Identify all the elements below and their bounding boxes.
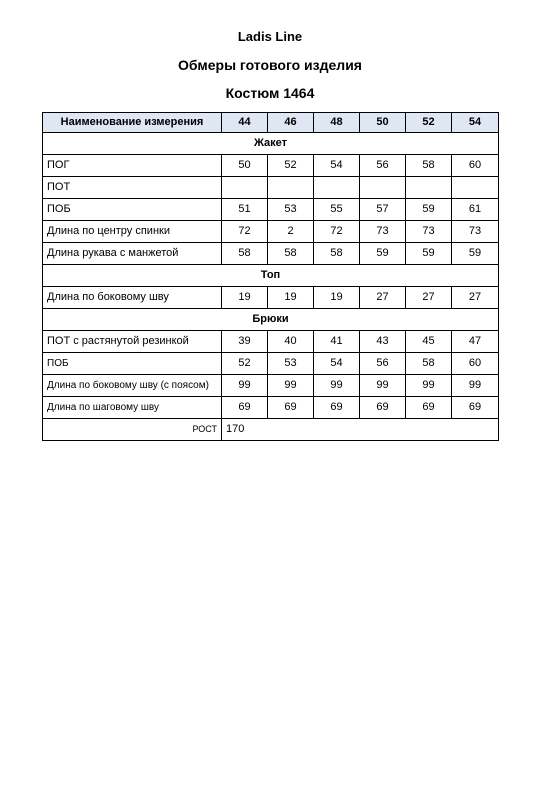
measurement-value: 54	[314, 155, 360, 177]
measurement-value: 69	[360, 397, 406, 419]
measurement-value: 99	[268, 375, 314, 397]
measurement-value: 99	[452, 375, 499, 397]
table-row	[43, 177, 499, 199]
table-row	[43, 221, 499, 243]
table-row	[43, 199, 499, 221]
measurement-value: 69	[268, 397, 314, 419]
table-body	[43, 133, 499, 441]
table-row	[43, 287, 499, 309]
measurement-name: Длина по боковому шву	[43, 287, 222, 309]
section-title: Топ	[43, 265, 499, 287]
column-header: 44	[222, 113, 268, 133]
measurement-value: 58	[314, 243, 360, 265]
measurement-value: 52	[268, 155, 314, 177]
measurement-value: 2	[268, 221, 314, 243]
measurement-value: 39	[222, 331, 268, 353]
column-header: 48	[314, 113, 360, 133]
table-row	[43, 375, 499, 397]
measurement-value: 19	[222, 287, 268, 309]
measurement-value: 59	[360, 243, 406, 265]
height-value: 170	[222, 419, 499, 441]
table-row	[43, 353, 499, 375]
measurement-value: 69	[222, 397, 268, 419]
measurement-value	[452, 177, 499, 199]
measurement-value: 56	[360, 155, 406, 177]
measurement-value: 73	[452, 221, 499, 243]
section-title: Брюки	[43, 309, 499, 331]
column-header: 54	[452, 113, 499, 133]
column-header: 52	[406, 113, 452, 133]
measurement-value: 53	[268, 353, 314, 375]
measurement-value: 58	[406, 353, 452, 375]
table-row	[43, 155, 499, 177]
measurement-value: 69	[452, 397, 499, 419]
measurement-name: ПОБ	[43, 353, 222, 375]
measurement-value: 99	[406, 375, 452, 397]
measurement-value: 58	[222, 243, 268, 265]
measurement-value	[268, 177, 314, 199]
measurement-value: 27	[406, 287, 452, 309]
measurement-value: 72	[222, 221, 268, 243]
measurement-value	[222, 177, 268, 199]
measurement-value: 57	[360, 199, 406, 221]
measurement-value: 59	[452, 243, 499, 265]
measurement-value: 69	[406, 397, 452, 419]
measurement-value: 43	[360, 331, 406, 353]
column-header: 46	[268, 113, 314, 133]
measurement-value: 73	[406, 221, 452, 243]
measurement-value: 99	[360, 375, 406, 397]
height-row	[43, 419, 499, 441]
measurement-value: 40	[268, 331, 314, 353]
measurement-name: Длина по шаговому шву	[43, 397, 222, 419]
measurement-name: ПОТ	[43, 177, 222, 199]
measurement-value: 60	[452, 155, 499, 177]
measurement-name: ПОГ	[43, 155, 222, 177]
column-header: Наименование измерения	[43, 113, 222, 133]
measurement-value: 59	[406, 199, 452, 221]
table-row	[43, 243, 499, 265]
measurement-value: 27	[360, 287, 406, 309]
measurement-value: 51	[222, 199, 268, 221]
measurement-value: 45	[406, 331, 452, 353]
section-row	[43, 265, 499, 287]
measurement-value: 58	[406, 155, 452, 177]
measurement-value: 19	[268, 287, 314, 309]
measurement-value: 69	[314, 397, 360, 419]
measurement-value: 50	[222, 155, 268, 177]
page-subtitle: Обмеры готового изделия	[178, 57, 362, 73]
measurement-value: 52	[222, 353, 268, 375]
measurement-value: 59	[406, 243, 452, 265]
table-row	[43, 397, 499, 419]
measurement-value: 56	[360, 353, 406, 375]
measurement-name: ПОБ	[43, 199, 222, 221]
measurement-name: Длина по боковому шву (с поясом)	[43, 375, 222, 397]
measurement-value: 72	[314, 221, 360, 243]
measurement-value: 55	[314, 199, 360, 221]
height-label: РОСТ	[43, 419, 222, 441]
measurement-value: 99	[222, 375, 268, 397]
product-title: Костюм 1464	[225, 85, 315, 101]
table-row	[43, 331, 499, 353]
section-row	[43, 133, 499, 155]
measurement-value: 60	[452, 353, 499, 375]
table-header-row	[43, 113, 499, 133]
measurement-value	[360, 177, 406, 199]
section-row	[43, 309, 499, 331]
measurement-name: Длина по центру спинки	[43, 221, 222, 243]
measurement-value: 41	[314, 331, 360, 353]
measurement-name: Длина рукава с манжетой	[43, 243, 222, 265]
measurement-value: 58	[268, 243, 314, 265]
measurement-value	[406, 177, 452, 199]
measurement-value: 27	[452, 287, 499, 309]
measurement-value: 99	[314, 375, 360, 397]
measurement-name: ПОТ с растянутой резинкой	[43, 331, 222, 353]
section-title: Жакет	[43, 133, 499, 155]
measurement-value: 54	[314, 353, 360, 375]
measurement-value: 61	[452, 199, 499, 221]
column-header: 50	[360, 113, 406, 133]
measurement-value	[314, 177, 360, 199]
measurement-value: 73	[360, 221, 406, 243]
brand-title: Ladis Line	[237, 29, 303, 44]
measurements-table	[42, 112, 499, 441]
measurement-value: 53	[268, 199, 314, 221]
measurement-value: 19	[314, 287, 360, 309]
measurement-value: 47	[452, 331, 499, 353]
